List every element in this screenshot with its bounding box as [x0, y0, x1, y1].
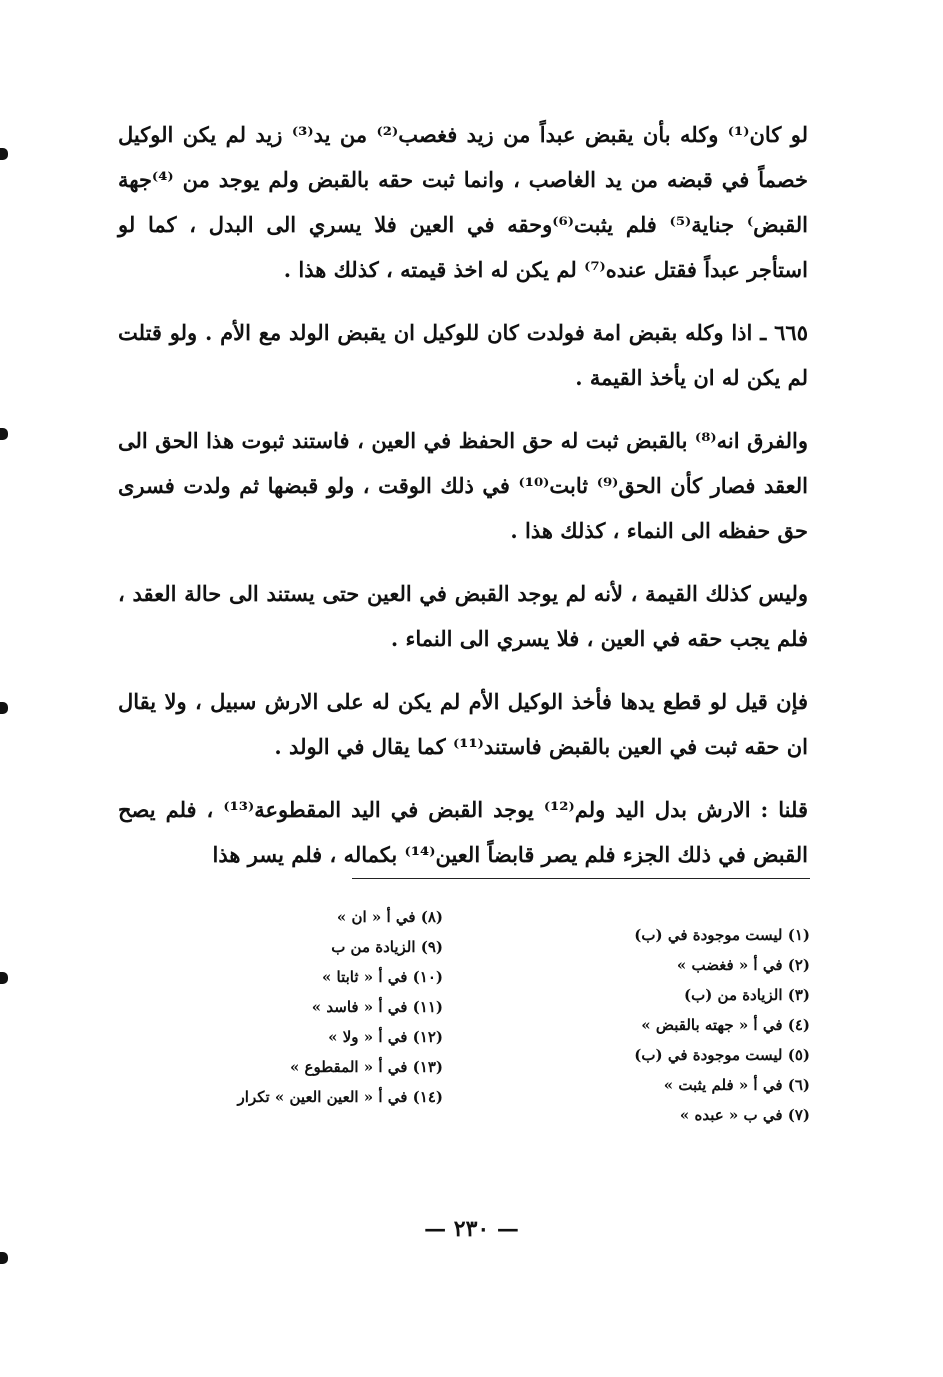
footnote: (٣) الزيادة من (ب)	[683, 986, 810, 1004]
footnote: (١٠) في أ « ثابتا »	[321, 968, 443, 986]
footnote: (٤) في أ « جهته بالقبض »	[641, 1016, 810, 1034]
footnote: (٧) في ب « عبده »	[679, 1106, 810, 1124]
paragraph: قلنا : الارش بدل اليد ولم⁽¹²⁾ يوجد القبض في اليد المقطوعة⁽¹³⁾ ، فلم يصح القبض في ذلك الجزء فلم يصر قابضاً العين⁽¹⁴⁾ بكماله ، فلم يسر هذا	[118, 797, 809, 867]
footnote-separator	[352, 878, 810, 879]
paragraph: فإن قيل لو قطع يدها فأخذ الوكيل الأم لم يكن له على الارش سبيل ، ولا يقال ان حقه ثبت في العين بالقبض فاستند⁽¹¹⁾ كما يقال في الولد .	[118, 689, 808, 759]
footnote: (٦) في أ « فلم يثبت »	[663, 1076, 810, 1094]
footnote: (٩) الزيادة من ب	[331, 938, 443, 956]
footnote: (٨) في أ « ان »	[336, 908, 443, 926]
footnote: (١١) في أ « فاسد »	[311, 998, 443, 1016]
paragraph: لو كان⁽¹⁾ وكله بأن يقبض عبداً من زيد فغصب⁽²⁾ من يد⁽³⁾ زيد لم يكن الوكيل خصماً في قبضه من يد الغاصب ، وانما ثبت حقه بالقبض ولم يوجد من ⁽⁴⁾جهة القبض⁾ جناية⁽⁵⁾ فلم يثبت⁽⁶⁾وحقه في العين فلا يسري الى البدل ، كما لو استأجر عبداً فقتل عنده⁽⁷⁾ لم يكن له اخذ قيمته ، كذلك هذا .	[118, 122, 809, 282]
binding-mark	[0, 428, 8, 440]
paragraph: وليس كذلك القيمة ، لأنه لم يوجد القبض في العين حتى يستند الى حالة العقد ، فلم يجب حقه في العين ، فلا يسري الى النماء .	[118, 581, 808, 651]
footnote: (٢) في أ « فغضب »	[676, 956, 810, 974]
footnote: (١٣) في أ « المقطوع »	[289, 1058, 443, 1076]
page-number: — ٢٣٠ —	[424, 1216, 519, 1242]
binding-mark	[0, 148, 8, 160]
binding-mark	[0, 702, 8, 714]
paragraph-numbered-665: ٦٦٥ ـ اذا وكله بقبض امة فولدت كان للوكيل ان يقبض الولد مع الأم . ولو قتلت لم يكن له ان يأخذ القيمة .	[118, 320, 808, 390]
footnote: (٥) ليست موجودة في (ب)	[634, 1046, 810, 1064]
main-text	[118, 112, 808, 895]
footnote: (١) ليست موجودة في (ب)	[634, 926, 810, 944]
footnote: (١٤) في أ « العين العين » تكرار	[237, 1088, 443, 1106]
footnotes-right-column	[550, 920, 810, 1130]
paragraph: والفرق انه⁽⁸⁾ بالقبض ثبت له حق الحفظ في العين ، فاستند ثبوت هذا الحق الى العقد فصار كأن الحق⁽⁹⁾ ثابت⁽¹⁰⁾ في ذلك الوقت ، ولو قبضها ثم ولدت فسرى حق حفظه الى النماء ، كذلك هذا .	[118, 428, 808, 543]
binding-mark	[0, 972, 8, 984]
footnote: (١٢) في أ « ولا »	[328, 1028, 443, 1046]
footnotes-left-column	[163, 902, 443, 1112]
binding-mark	[0, 1252, 8, 1264]
